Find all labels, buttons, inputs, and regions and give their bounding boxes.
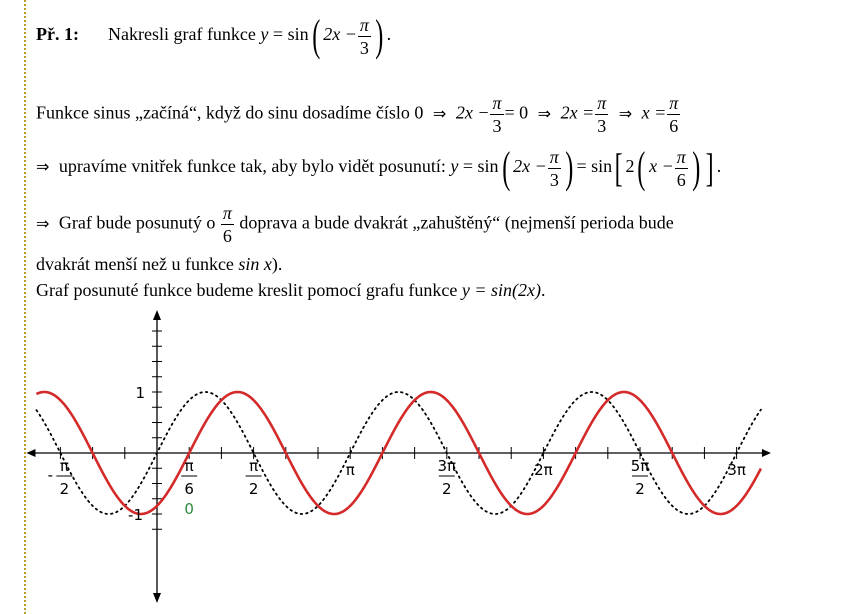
x-label-den-0: 2 [59, 480, 70, 498]
formula-dot: . [716, 156, 722, 177]
x-label-7: 3π [727, 461, 746, 479]
x-label-5: 2π [534, 461, 553, 479]
fraction-pi-3: $\frac{\pi}{3}$ [359, 14, 369, 58]
implies-arrow: ⇒ [36, 157, 50, 177]
example-label: Př. 1: [36, 24, 79, 45]
y-axis-arrow-up [153, 310, 161, 320]
paren-left: ( [637, 143, 646, 192]
para3-text2: doprava a bude dvakrát „zahuštěný“ (nejmenší perioda bude [239, 212, 674, 233]
x-label-den-2: 2 [248, 480, 259, 498]
fraction-pi-3: $\frac{\pi}{3}$ [549, 146, 559, 190]
paren-right: ) [375, 11, 384, 60]
paren-left: ( [501, 143, 510, 192]
formula-y: y [450, 156, 459, 177]
formula-eq-sin: = sin [576, 156, 613, 177]
eq2-left: 2x = [560, 102, 595, 123]
implies-arrow: ⇒ [36, 213, 50, 233]
formula-inner: 2x − [323, 24, 357, 45]
formula-sin2x: y = sin(2x) [461, 280, 541, 300]
x-label-minus-0: - [47, 466, 54, 484]
paren-right: ) [692, 143, 701, 192]
x-label-num-2: π [249, 457, 259, 475]
x-label-den-1: 6 [184, 480, 194, 498]
fraction-pi-6: $\frac{\pi}{6}$ [222, 203, 232, 246]
task-text: Nakresli graf funkce [107, 24, 256, 45]
x-label-den-4: 2 [442, 480, 452, 498]
fraction-pi-3: $\frac{\pi}{3}$ [492, 93, 502, 136]
y-axis-arrow-down [153, 593, 161, 603]
y-label-1: 1 [135, 384, 145, 402]
para3-line2c: ). [271, 254, 283, 274]
y-label-minus-1: -1 [128, 506, 143, 524]
fraction-pi-6: $\frac{\pi}{6}$ [669, 93, 679, 136]
formula-dot: . [540, 280, 546, 300]
formula-inner2: x − [649, 156, 674, 177]
fraction-pi-3: $\frac{\pi}{3}$ [597, 93, 607, 136]
para1-text: Funkce sinus „začíná“, když do sinu dosadíme číslo 0 [36, 102, 424, 123]
x-label-num-1: π [184, 457, 194, 475]
x-axis-arrow-left [26, 449, 35, 457]
formula-dot: . [386, 24, 392, 45]
fraction-pi-6: $\frac{\pi}{6}$ [676, 146, 686, 190]
formula-y: y [260, 24, 269, 45]
x-label-3: π [345, 461, 355, 479]
eq1-right: = 0 [504, 102, 529, 123]
para2-text: upravíme vnitřek funkce tak, aby bylo vidět posunutí: [58, 156, 446, 177]
formula-sin: sin [477, 156, 499, 177]
para3-text1: Graf bude posunutý o [58, 212, 216, 233]
para3-line2a: dvakrát menší než u funkce [36, 254, 234, 274]
x-label-num-0: π [59, 457, 69, 475]
implies-arrow: ⇒ [432, 103, 447, 123]
eq3-left: x = [641, 102, 667, 123]
x-axis-arrow-right [762, 449, 771, 457]
x-label-num-6: 5π [630, 457, 650, 475]
paren-left: ( [311, 11, 320, 60]
formula-sin: sin [287, 24, 309, 45]
paren-right: ) [565, 143, 574, 192]
implies-arrow: ⇒ [537, 103, 552, 123]
x-label-num-4: 3π [437, 457, 457, 475]
x-label-den-6: 2 [635, 480, 645, 498]
para4-text: Graf posunuté funkce budeme kreslit pomocí grafu funkce [36, 280, 458, 300]
formula-inner: 2x − [513, 156, 547, 177]
eq1-left: 2x − [455, 102, 490, 123]
implies-arrow: ⇒ [618, 103, 633, 123]
factor-two: 2 [625, 156, 635, 177]
formula-sinx: sin x [238, 254, 272, 274]
formula-eq: = [272, 24, 284, 45]
bracket-left: [ [614, 145, 623, 190]
x-label-zero: 0 [184, 500, 194, 518]
formula-eq: = [462, 156, 473, 177]
bracket-right: ] [706, 145, 715, 190]
